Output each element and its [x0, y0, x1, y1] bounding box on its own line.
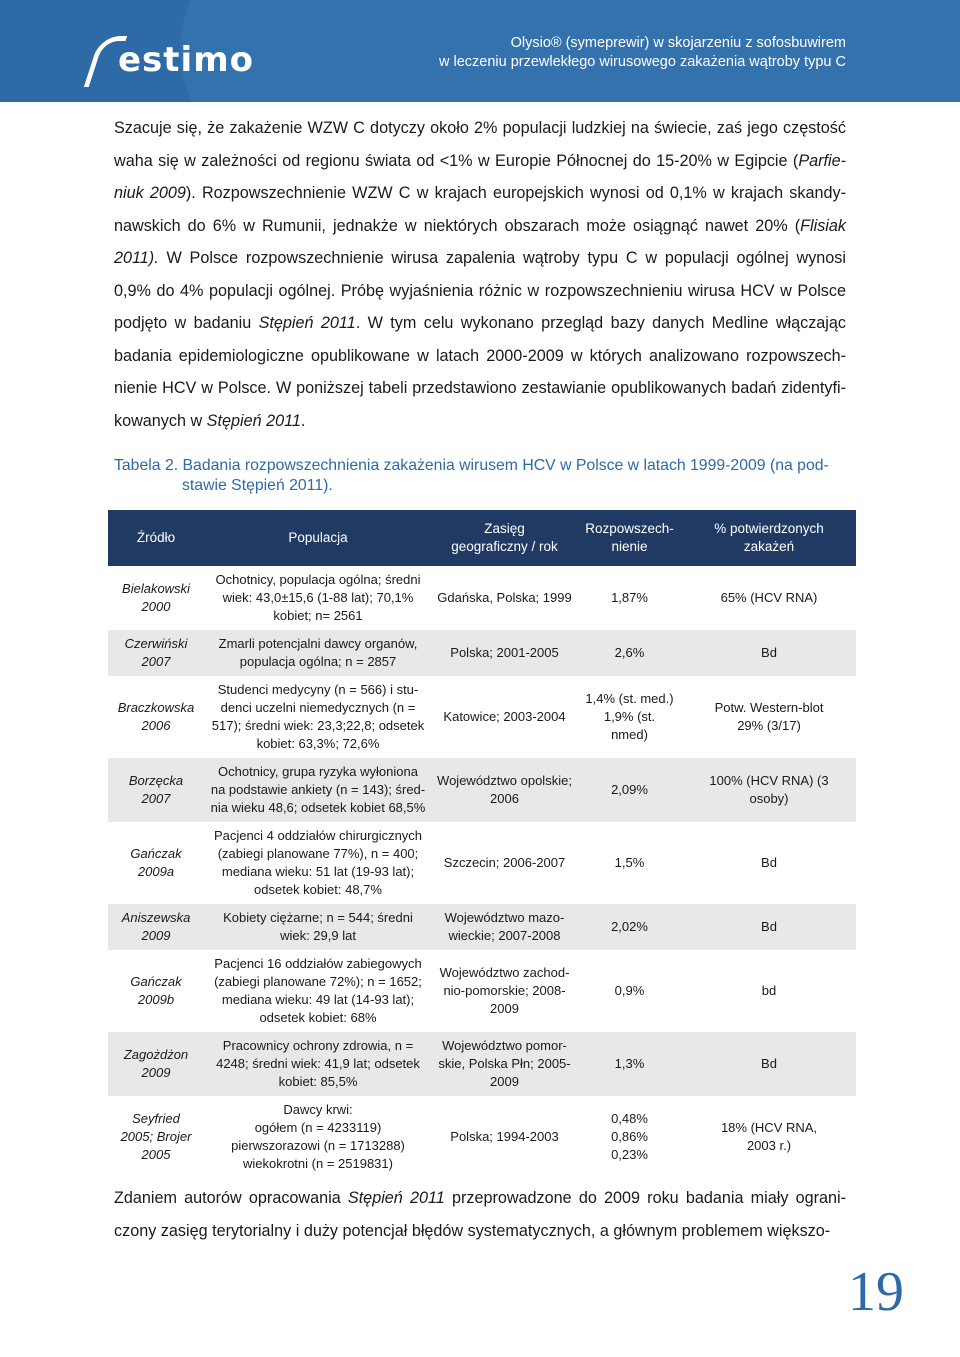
cell-source: Gańczak 2009a [130, 846, 182, 879]
table-row [108, 822, 856, 904]
cell-confirmed: Bd [682, 1032, 856, 1096]
cell-source: Aniszewska 2009 [108, 904, 204, 950]
table-row [108, 758, 856, 822]
table-caption-line1: Badania rozpowszechnienia zakażenia wirusem HCV w Polsce w latach 1999-2009 (na pod- [178, 457, 829, 474]
cell-confirmed: 18% (HCV RNA, 2003 r.) [720, 1120, 818, 1153]
header-source: Źródło [108, 510, 204, 566]
cell-geography: Województwo zachod- nio-pomorskie; 2008- 2009 [439, 965, 570, 1016]
document-title [439, 34, 846, 72]
cell-source: Braczkowska 2006 [117, 700, 195, 733]
intro-paragraph [114, 112, 846, 437]
document-title-line2: w leczeniu przewlekłego wirusowego zakażenia wątroby typu C [438, 54, 846, 70]
header-population: Populacja [204, 510, 432, 566]
cell-geography: Gdańska, Polska; 1999 [437, 590, 572, 605]
cell-confirmed: Potw. Western-blot 29% (3/17) [714, 700, 824, 733]
cell-population: Zmarli potencjalni dawcy organów, populacja ogólna; n = 2857 [204, 630, 432, 676]
cell-prevalence: 2,6% [577, 630, 682, 676]
citation: Stępień 2011 [347, 1189, 445, 1207]
cell-confirmed: 65% (HCV RNA) [720, 590, 818, 605]
text-run: . W tym celu wykonano przegląd bazy danych Medline włączając badania epidemiologiczne opublikowane w latach 2000-2009 w których analizowano rozpowszechnienie HCV w Polsce. W poniższej tabeli przedstawiono zestawianie opublikowanych badań zidentyfikowanych w [114, 314, 847, 430]
cell-confirmed: Bd [682, 630, 856, 676]
header-confirmed: % potwierdzonych zakażeń [682, 510, 856, 566]
table-row [108, 1032, 856, 1096]
table-row [108, 676, 856, 758]
cell-source: Gańczak 2009b [130, 974, 182, 1007]
header-geography: Zasięg geograficzny / rok [432, 510, 577, 566]
cell-prevalence: 0,48% 0,86% 0,23% [611, 1111, 648, 1162]
cell-confirmed: 100% (HCV RNA) (3 osoby) [682, 758, 856, 822]
cell-prevalence: 2,02% [577, 904, 682, 950]
cell-geography: Województwo opolskie; 2006 [432, 758, 577, 822]
cell-confirmed: Bd [682, 904, 856, 950]
logo-text: estimo [118, 40, 254, 80]
text-run: Szacuje się, że zakażenie WZW C dotyczy około 2% populacji ludzkiej na świecie, zaś jego częstość waha się w zależności od regionu świata od <1% w Europie Północnej do 15-20% w Egipcie ( [114, 119, 846, 170]
table-row [108, 566, 856, 630]
text-run: przeprowadzone do 2009 roku badania miały ograniczony zasięg terytorialny i duży potencjał błędów systematycznych, a głównym problemem większo- [114, 1189, 846, 1240]
cell-prevalence: 1,87% [611, 590, 648, 605]
cell-geography: Województwo pomor- skie, Polska Płn; 2005- 2009 [432, 1032, 577, 1096]
table-caption-line2: stawie Stępień 2011). [182, 477, 333, 494]
table-row [108, 630, 856, 676]
cell-prevalence: 1,4% (st. med.) 1,9% (st. nmed) [585, 691, 674, 742]
table-row [108, 1096, 856, 1178]
table-body [108, 566, 856, 1178]
cell-population: Ochotnicy, populacja ogólna; średni wiek: 43,0±15,6 (1-88 lat); 70,1% kobiet; n= 2561 [215, 572, 421, 623]
table-row [108, 904, 856, 950]
cell-source: Czerwiński 2007 [108, 630, 204, 676]
cell-source: Borzęcka 2007 [108, 758, 204, 822]
citation: Parfieniuk 2009 [114, 151, 846, 202]
text-run: ). Rozpowszechnienie WZW C w krajach europejskich wynosi od 0,1% w krajach skandynawskich do 6% w Rumunii, jednakże w niektórych obszarach może osiągnąć nawet 20% ( [114, 184, 846, 235]
header-prevalence: Rozpowszech- nienie [577, 510, 682, 566]
page-header [0, 0, 960, 102]
cell-geography: Polska; 1994-2003 [450, 1129, 559, 1144]
cell-geography: Województwo mazo- wieckie; 2007-2008 [432, 904, 577, 950]
cell-geography: Polska; 2001-2005 [432, 630, 577, 676]
cell-prevalence: 2,09% [577, 758, 682, 822]
cell-source: Seyfried 2005; Brojer 2005 [120, 1111, 192, 1162]
cell-prevalence: 1,3% [577, 1032, 682, 1096]
table-row [108, 950, 856, 1032]
cell-geography: Katowice; 2003-2004 [443, 709, 566, 724]
cell-prevalence: 0,9% [614, 983, 645, 998]
cell-population: Pacjenci 16 oddziałów zabiegowych (zabiegi planowane 72%); n = 1652; mediana wieku: 49 lat (14-93 lat); odsetek kobiet: 68% [214, 956, 422, 1025]
cell-population: Dawcy krwi: ogółem (n = 4233119) pierwszorazowi (n = 1713288) wiekokrotni (n = 2519831) [231, 1102, 405, 1171]
citation: Flisiak 2011). [114, 216, 846, 267]
table-header-row [108, 510, 856, 566]
cell-confirmed: Bd [761, 855, 777, 870]
closing-paragraph [114, 1182, 846, 1247]
text-run: Zdaniem autorów opracowania [114, 1189, 348, 1207]
cell-population: Studenci medycyny (n = 566) i stu- denci uczelni niemedycznych (n = 517); średni wiek: 23,3;22,8; odsetek kobiet: 63,3%; 72,6% [211, 682, 425, 751]
document-title-line1: Olysio® (symeprewir) w skojarzeniu z sofosbuwirem [510, 35, 846, 51]
cell-geography: Szczecin; 2006-2007 [443, 855, 566, 870]
cell-source: Bielakowski 2000 [122, 581, 190, 614]
cell-population: Kobiety ciężarne; n = 544; średni wiek: 29,9 lat [204, 904, 432, 950]
table-caption-label: Tabela 2. [114, 457, 179, 474]
page-number: 19 [848, 1261, 904, 1323]
cell-source: Zagożdżon 2009 [108, 1032, 204, 1096]
cell-population: Ochotnicy, grupa ryzyka wyłoniona na podstawie ankiety (n = 143); śred- nia wieku 48,6; odsetek kobiet 68,5% [204, 758, 432, 822]
table-caption [114, 456, 849, 496]
estimo-logo [98, 40, 254, 80]
text-run: W Polsce rozpowszechnienie wirusa zapalenia wątroby typu C w populacji ogólnej wynosi 0,9% do 4% populacji ogólnej. Próbę wyjaśnienia różnic w rozpowszechnieniu wirusa HCV w Polsce podjęto w badaniu [114, 249, 846, 332]
prevalence-table [108, 510, 856, 1178]
cell-confirmed: bd [761, 983, 777, 998]
citation: Stępień 2011 [206, 411, 301, 430]
citation: Stępień 2011 [258, 314, 356, 332]
cell-population: Pracownicy ochrony zdrowia, n = 4248; średni wiek: 41,9 lat; odsetek kobiet: 85,5% [204, 1032, 432, 1096]
cell-population: Pacjenci 4 oddziałów chirurgicznych (zabiegi planowane 77%), n = 400; mediana wieku: 51 lat (19-93 lat); odsetek kobiet: 48,7% [213, 828, 423, 897]
text-run: . [300, 411, 306, 430]
cell-prevalence: 1,5% [614, 855, 645, 870]
